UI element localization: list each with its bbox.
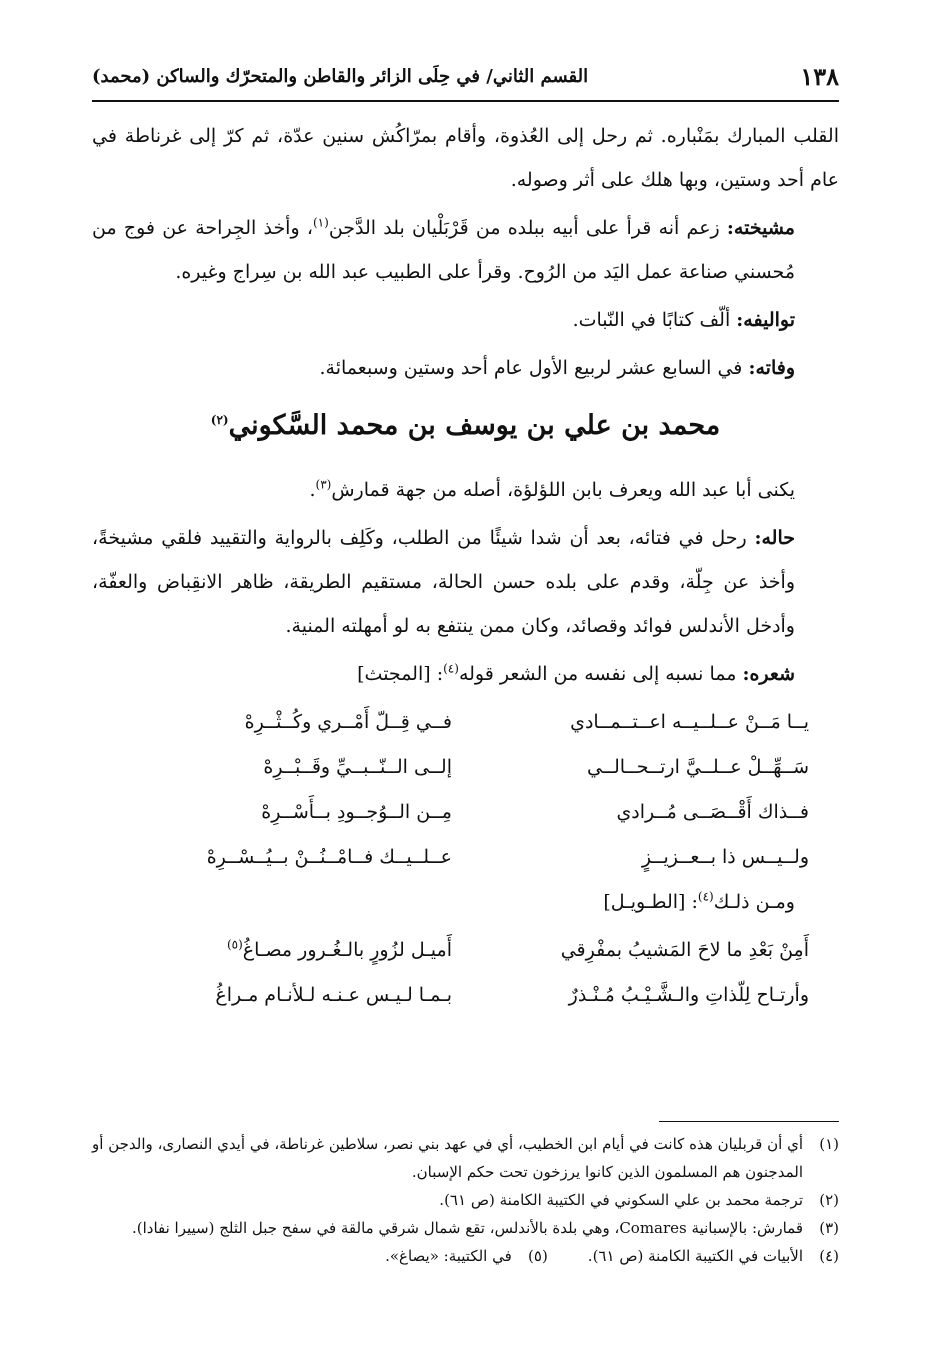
verse-first-hemistich: ولــيــس ذا بــعــزيــزٍ xyxy=(641,846,809,868)
verse-second-hemistich: بـمـا لـيـس عـنـه لـلأنـام مـراغُ xyxy=(215,984,452,1006)
mashyakha-text-b: ، وأخذ الجِراحة عن فوج من مُحسني صناعة عمل اليَد من الرُوح. وقرأ على الطبيب عبد الله بن سِراج وغيره. xyxy=(92,217,795,283)
footnote-ref-1: (١) xyxy=(312,215,329,230)
section-label-wafat: وفاته: xyxy=(748,357,795,379)
paragraph-tawalif xyxy=(92,298,839,342)
paragraph-wafat xyxy=(92,346,839,390)
poem-mujtath xyxy=(92,700,839,880)
verse-row xyxy=(92,928,839,973)
footnote-ref-3: (٣) xyxy=(315,477,332,492)
footnote-2 xyxy=(92,1186,839,1214)
footnote-text: أي أن قربليان هذه كانت في أيام ابن الخطيب، أي في عهد بني نصر، سلاطين غرناطة، في أيدي النصارى، والدجن أو المدجنون هم المسلمون الذين كانوا يرزخون تحت حكم الإسبان. xyxy=(92,1135,803,1181)
verse-first-hemistich: أَمِنْ بَعْدِ ما لاحَ المَشيبُ بمفْرِقي xyxy=(560,939,809,961)
verse-row xyxy=(92,700,839,745)
verse-first-hemistich: سَــهِّــلْ عــلــيَّ ارتــحــالــي xyxy=(587,756,809,778)
page-header xyxy=(92,56,839,96)
paragraph-haluh xyxy=(92,516,839,648)
footnote-number: (٢) xyxy=(819,1191,839,1209)
footnote-row-4-5 xyxy=(92,1242,839,1270)
footnote-number: (٤) xyxy=(819,1247,839,1265)
poem-tawil xyxy=(92,928,839,1018)
footnote-text: الأبيات في الكتيبة الكامنة (ص ٦١). xyxy=(587,1247,803,1265)
shiruh-text-a: مما نسبه إلى نفسه من الشعر قوله xyxy=(458,663,737,685)
verse-row xyxy=(92,835,839,880)
footnote-ref-2: (٢) xyxy=(210,413,229,427)
section-label-mashyakha: مشيخته: xyxy=(726,217,795,239)
footnotes xyxy=(92,1130,839,1270)
paragraph-shiruh xyxy=(92,652,839,696)
min-dhalik-text-a: ومـن ذلـك xyxy=(713,891,795,913)
page-number: ١٣٨ xyxy=(800,61,839,91)
entry-title xyxy=(92,404,839,448)
footnote-1 xyxy=(92,1130,839,1186)
verse-first-hemistich: يــا مَــنْ عــلــيــه اعــتــمــادي xyxy=(570,711,809,733)
verse-row xyxy=(92,790,839,835)
verse-first-hemistich: وأرتـاح لِلّذاتِ والـشَّـيْـبُ مُـنْـذرٌ xyxy=(568,984,809,1006)
haluh-text: رحل في فتائه، بعد أن شدا شيئًا من الطلب، وكَلِف بالرواية والتقييد فلقي مشيخةً، وأخذ عن جِلّة، وقدم على بلده حسن الحالة، مستقيم الطريقة، ظاهر الانقِباض والعفّة، وأدخل الأندلس فوائد وقصائد، وكان ممن ينتفع به لو أمهلته المنية. xyxy=(92,527,795,637)
section-label-haluh: حاله: xyxy=(754,527,795,549)
footnote-text: في الكتيبة: «يصاغ». xyxy=(385,1247,512,1265)
footnote-number: (١) xyxy=(819,1135,839,1153)
footnote-text: قمارش: بالإسبانية Comares، وهي بلدة بالأندلس، تقع شمال شرقي مالقة في سفح جبل الثلج (سييرا نفادا). xyxy=(131,1219,803,1237)
verse-first-hemistich: فــذاك أَقْــصَــى مُــرادي xyxy=(616,801,809,823)
verse-row xyxy=(92,973,839,1018)
wafat-text: في السابع عشر لربيع الأول عام أحد وستين وسبعمائة. xyxy=(319,357,743,379)
mashyakha-text-a: زعم أنه قرأ على أبيه ببلده من قَرْبَلْيان بلد الدَّجن xyxy=(328,217,720,239)
footnote-ref-4b: (٤) xyxy=(697,889,714,904)
verse-second-hemistich: مِــن الــوُجــودِ بــأَسْــرِهْ xyxy=(261,801,452,823)
header-rule xyxy=(92,100,839,102)
verse-row xyxy=(92,745,839,790)
paragraph-mashyakha xyxy=(92,206,839,294)
shiruh-text-b: : [المجتث] xyxy=(357,663,444,685)
footnote-3 xyxy=(92,1214,839,1242)
entry-title-text: محمد بن علي بن يوسف بن محمد السَّكوني xyxy=(228,410,721,441)
footnote-number: (٣) xyxy=(819,1219,839,1237)
verse-second-hemistich xyxy=(92,928,452,973)
verse-second-hemistich: عــلــيــك فــامْــنُــنْ بــيُــسْــرِهْ xyxy=(206,846,452,868)
min-dhalik-text-b: : [الطـويـل] xyxy=(603,891,698,913)
verse-second-hemistich: فــي قِــلّ أَمْــري وكُــثْــرِهْ xyxy=(244,711,452,733)
running-title: القسم الثاني/ في حِلَى الزائر والقاطن والمتحرّك والساكن (محمد) xyxy=(92,65,589,87)
section-label-shiruh: شعره: xyxy=(742,663,795,685)
tawalif-text: ألّف كتابًا في النّبات. xyxy=(572,309,731,331)
paragraph-min-dhalik xyxy=(92,880,839,924)
footnote-rule xyxy=(659,1121,839,1122)
paragraph-kunya xyxy=(92,468,839,512)
footnote-ref-5: (٥) xyxy=(226,937,243,952)
verse-second-hemistich: إلــى الــنّــبــيِّ وقَــبْــرِهْ xyxy=(263,756,452,778)
main-text xyxy=(92,114,839,1018)
verse-second-hemistich-text: أَميـل لزُورٍ بالـغُـرور مصـاغُ xyxy=(242,939,452,961)
footnote-number: (٥) xyxy=(528,1247,548,1265)
footnote-ref-4: (٤) xyxy=(443,661,459,676)
paragraph-continuation: القلب المبارك بمَنْباره. ثم رحل إلى العُذوة، وأقام بمرّاكُش سنين عدّة، ثم كرّ إلى غرناطة في عام أحد وستين، وبها هلك على أثر وصوله. xyxy=(92,125,839,191)
footnote-text: ترجمة محمد بن علي السكوني في الكتيبة الكامنة (ص ٦١). xyxy=(439,1191,803,1209)
kunya-text-b: . xyxy=(309,479,316,501)
kunya-text-a: يكنى أبا عبد الله ويعرف بابن اللؤلؤة، أصله من جهة قمارش xyxy=(331,479,795,501)
section-label-tawalif: تواليفه: xyxy=(736,309,795,331)
